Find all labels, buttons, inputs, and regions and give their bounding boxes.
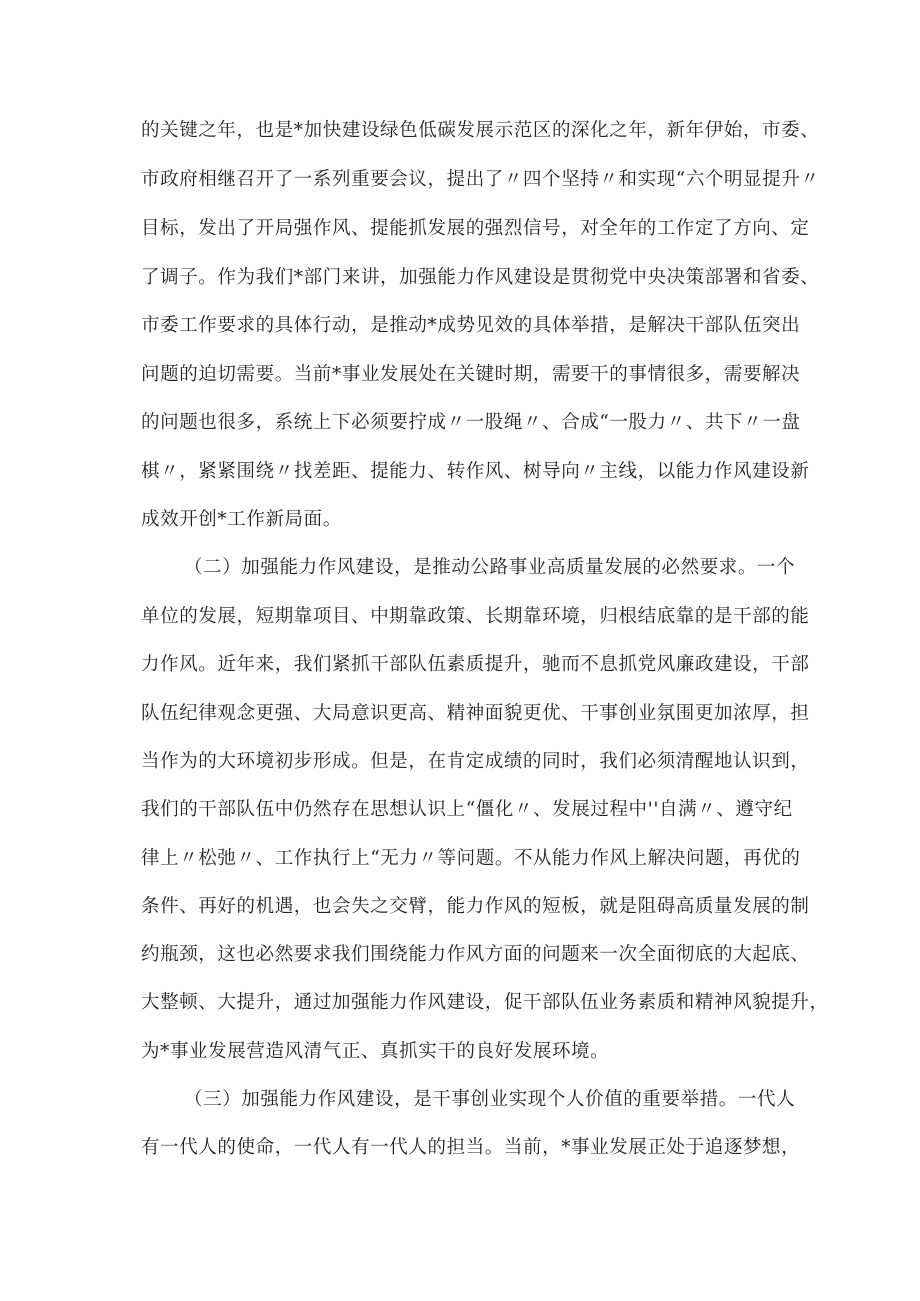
- text-line: 约瓶颈，这也必然要求我们围绕能力作风方面的问题来一次全面彻底的大起底、: [141, 944, 810, 965]
- text-line: 大整顿、大提升，通过加强能力作风建设，促干部队伍业务素质和精神风貌提升，: [141, 992, 829, 1013]
- text-line: 问题的迫切需要。当前*事业发展处在关键时期，需要干的事情很多，需要解决: [141, 364, 801, 385]
- text-line: 队伍纪律观念更强、大局意识更高、精神面貌更优、干事创业氛围更加浓厚，担: [141, 703, 810, 724]
- paragraph-heading-line: （三）加强能力作风建设，是干事创业实现个人价值的重要举措。一代人: [184, 1089, 796, 1110]
- text-line: 当作为的大环境初步形成。但是，在肯定成绩的同时，我们必须清醒地认识到，: [141, 751, 810, 772]
- text-line: 目标，发出了开局强作风、提能抓发展的强烈信号，对全年的工作定了方向、定: [141, 218, 810, 239]
- text-line: 的关键之年，也是*加快建设绿色低碳发展示范区的深化之年，新年伊始，市委、: [141, 120, 820, 141]
- text-line: 力作风。近年来，我们紧抓干部队伍素质提升，驰而不息抓党风廉政建设，干部: [141, 654, 810, 675]
- text-line: 律上〃松弛〃、工作执行上“无力〃等问题。不从能力作风上解决问题，再优的: [141, 848, 801, 869]
- text-line: 市政府相继召开了一系列重要会议，提出了〃四个坚持〃和实现“六个明显提升〃: [141, 169, 820, 190]
- text-line: 单位的发展，短期靠项目、中期靠政策、长期靠环境，归根结底靠的是干部的能: [141, 606, 810, 627]
- text-line: 市委工作要求的具体行动，是推动*成势见效的具体举措，是解决干部队伍突出: [141, 315, 801, 336]
- text-line: 有一代人的使命，一代人有一代人的担当。当前，*事业发展正处于追逐梦想，: [141, 1137, 801, 1158]
- text-line: 成效开创*工作新局面。: [141, 509, 342, 530]
- paragraph-heading-line: （二）加强能力作风建设，是推动公路事业高质量发展的必然要求。一个: [184, 557, 796, 578]
- text-line: 了调子。作为我们*部门来讲，加强能力作风建设是贯彻党中央决策部署和省委、: [141, 267, 820, 288]
- text-line: 条件、再好的机遇，也会失之交臂，能力作风的短板，就是阻碍高质量发展的制: [141, 896, 810, 917]
- text-line: 我们的干部队伍中仍然存在思想认识上“僵化〃、发展过程中''自满〃、遵守纪: [141, 799, 793, 820]
- text-line: 棋〃，紧紧围绕〃找差距、提能力、转作风、树导向〃主线，以能力作风建设新: [141, 461, 810, 482]
- text-line: 的问题也很多，系统上下必须要拧成〃一股绳〃、合成“一股力〃、共下〃一盘: [141, 412, 801, 433]
- text-line: 为*事业发展营造风清气正、真抓实干的良好发展环境。: [141, 1041, 610, 1062]
